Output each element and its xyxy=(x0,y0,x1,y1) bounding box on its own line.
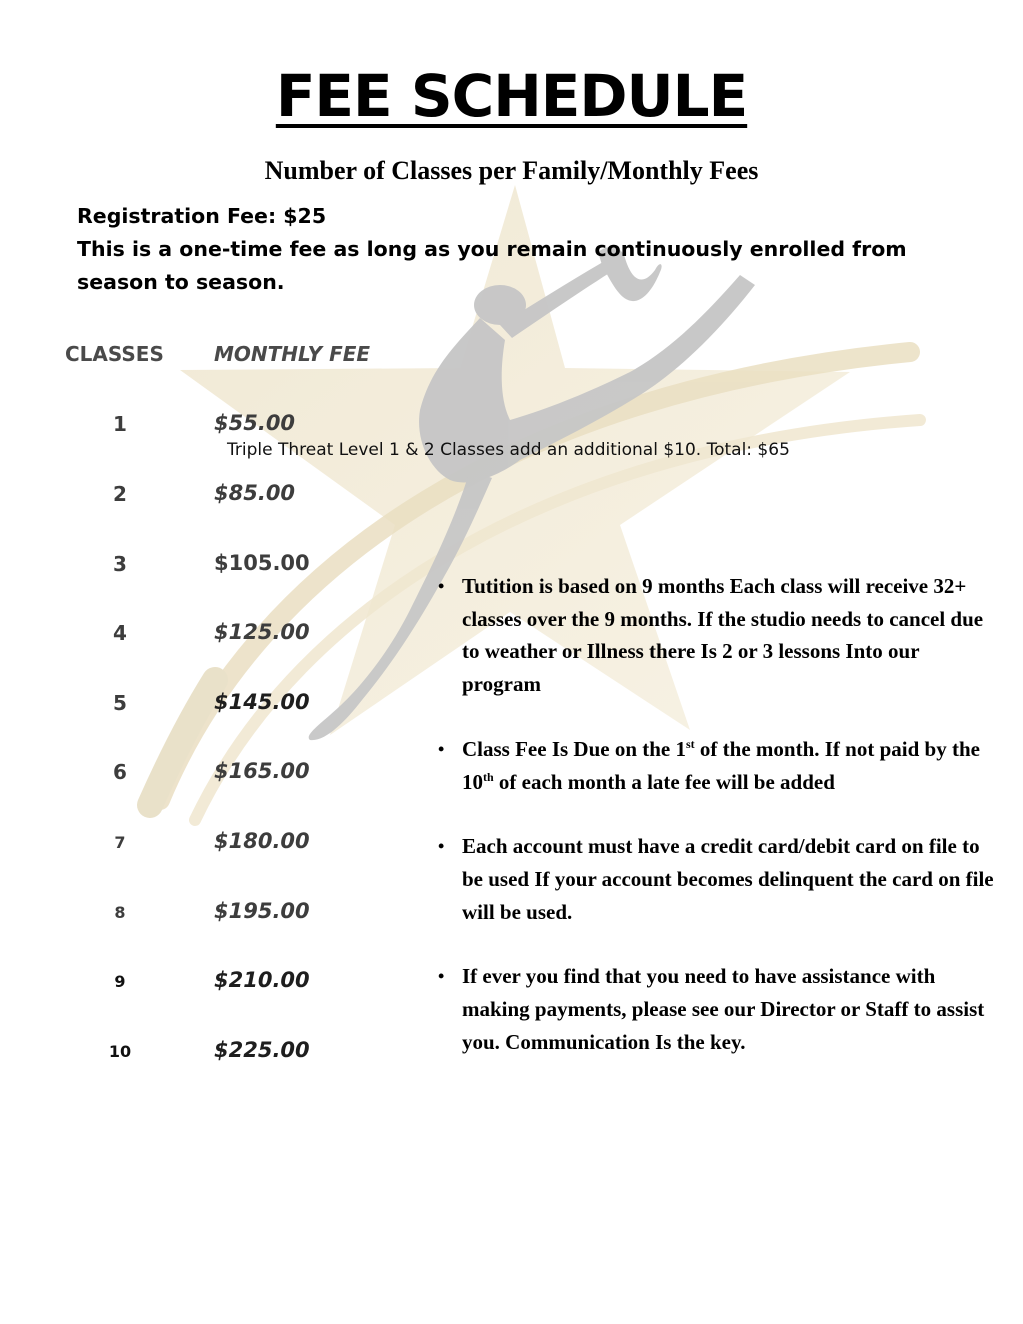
policy-item-tuition: • Tutition is based on 9 months Each class will receive 32+ classes over the 9 months. If the studio needs to cancel due to weather or Illness there Is 2 or 3 lessons Into our program xyxy=(438,570,998,701)
row-fee-5: $145.00 xyxy=(214,690,310,714)
row-fee-4: $125.00 xyxy=(214,620,310,644)
policy-item-card-on-file: • Each account must have a credit card/debit card on file to be used If your account becomes delinquent the card on file will be used. xyxy=(438,830,998,928)
row-fee-9: $210.00 xyxy=(214,968,310,992)
row-classes-2: 2 xyxy=(113,482,127,506)
registration-fee: Registration Fee: $25 xyxy=(77,204,327,228)
row-classes-6: 6 xyxy=(113,760,127,784)
policy-item-due-date: • Class Fee Is Due on the 1st of the month. If not paid by the 10th of each month a late fee will be added xyxy=(438,733,998,798)
row-classes-10: 10 xyxy=(108,1042,132,1061)
classes-column-header: CLASSES xyxy=(65,342,164,366)
bullet-icon: • xyxy=(438,966,445,987)
row-classes-9: 9 xyxy=(114,972,126,991)
row-fee-6: $165.00 xyxy=(214,759,310,783)
row-fee-8: $195.00 xyxy=(214,899,310,923)
bullet-icon: • xyxy=(438,836,445,857)
row-classes-3: 3 xyxy=(113,552,127,576)
bullet-icon: • xyxy=(438,576,445,596)
monthly-fee-column-header: MONTHLY FEE xyxy=(214,342,371,366)
page-title: FEE SCHEDULE xyxy=(275,62,748,130)
registration-note: This is a one-time fee as long as you remain continuously enrolled from season to season. xyxy=(77,237,907,294)
row-fee-2: $85.00 xyxy=(214,481,296,505)
row-fee-3: $105.00 xyxy=(214,551,310,575)
policy-item-assistance: • If ever you find that you need to have assistance with making payments, please see our Director or Staff to assist you. Communication Is the key. xyxy=(438,960,998,1058)
page-subtitle: Number of Classes per Family/Monthly Fees xyxy=(264,156,759,185)
row-classes-4: 4 xyxy=(113,621,127,645)
row-classes-7: 7 xyxy=(114,833,126,852)
registration-info xyxy=(77,200,977,299)
row-classes-5: 5 xyxy=(113,691,127,715)
bullet-icon: • xyxy=(438,738,445,759)
triple-threat-note: Triple Threat Level 1 & 2 Classes add an additional $10. Total: $65 xyxy=(227,440,790,460)
row-fee-1: $55.00 xyxy=(214,411,296,435)
row-fee-7: $180.00 xyxy=(214,829,310,853)
policy-list xyxy=(438,570,998,1090)
row-classes-8: 8 xyxy=(114,903,126,922)
row-fee-10: $225.00 xyxy=(214,1038,310,1062)
row-classes-1: 1 xyxy=(113,412,127,436)
